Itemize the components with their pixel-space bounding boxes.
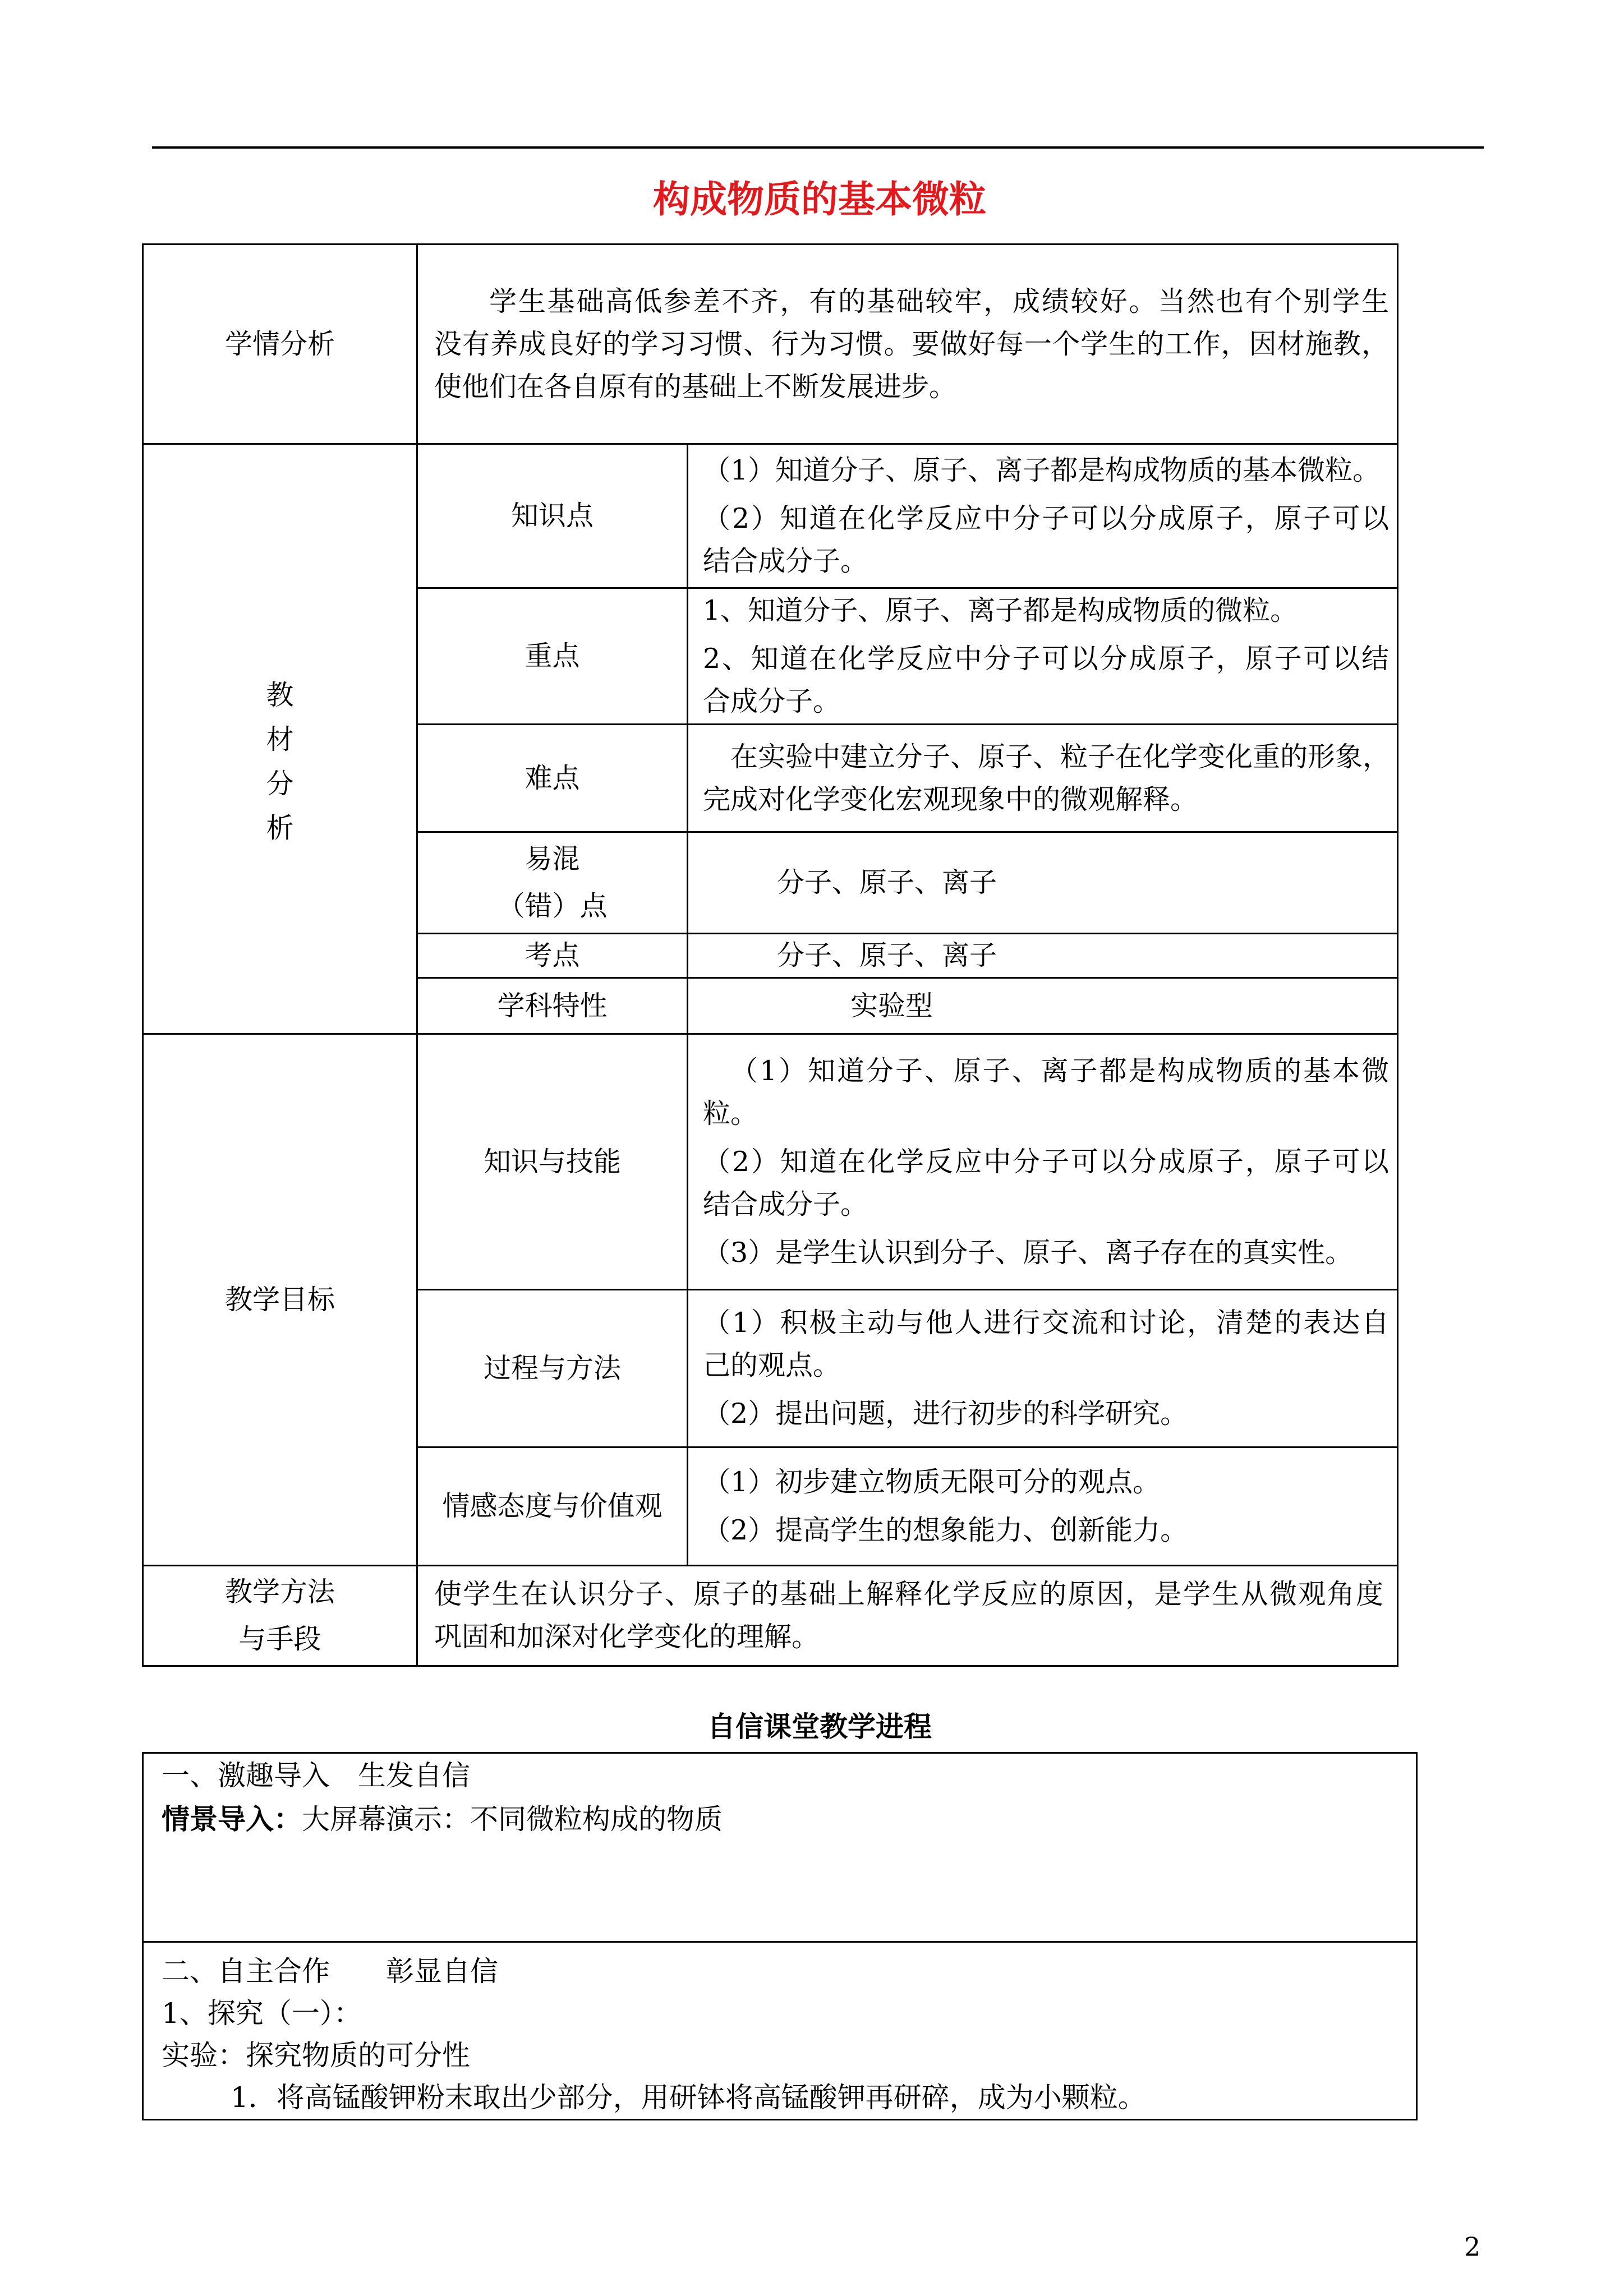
text-line: （2）知道在化学反应中分子可以分成原子，原子可以	[703, 1145, 1390, 1178]
text-line: （3）是学生认识到分子、原子、离子存在的真实性。	[703, 1236, 1353, 1269]
label-line: 与手段	[238, 1623, 321, 1655]
paragraph	[703, 638, 1389, 723]
text-line: 完成对化学变化宏观现象中的微观解释。	[703, 783, 1198, 815]
stage-one-cell	[143, 1753, 1417, 1942]
label-line: 教学方法	[224, 1576, 335, 1608]
subject-feature-cell	[688, 978, 1398, 1034]
stage-two-cell	[143, 1942, 1417, 2120]
text-line: 粒。	[703, 1097, 758, 1129]
teaching-process-table	[142, 1752, 1418, 2120]
student-situation-label: 学情分析	[143, 245, 417, 444]
student-situation-line: 使他们在各自原有的基础上不断发展进步。	[434, 370, 957, 403]
process-section-title: 自信课堂教学进程	[707, 1710, 932, 1743]
confusing-points-label	[417, 832, 688, 934]
text-line: 在实验中建立分子、原子、粒子在化学变化重的形象，	[730, 740, 1391, 773]
knowledge-points-cell	[688, 444, 1398, 588]
paragraph	[703, 449, 1389, 492]
stage-two-row	[143, 1942, 1417, 2120]
process-methods-cell	[688, 1290, 1398, 1447]
attitudes-values-cell	[688, 1447, 1398, 1566]
text-line: （1）初步建立物质无限可分的观点。	[703, 1466, 1161, 1498]
paragraph	[703, 1141, 1389, 1226]
paragraph	[703, 1461, 1389, 1504]
experiment-line: 实验：探究物质的可分性	[162, 2039, 470, 2072]
confusing-points-cell	[688, 832, 1398, 934]
scene-intro-text: 大屏幕演示：不同微粒构成的物质	[302, 1803, 723, 1836]
paragraph	[703, 736, 1389, 821]
text-line: 结合成分子。	[703, 545, 868, 577]
paragraph	[703, 1050, 1389, 1135]
stage-one-heading: 一、激趣导入 生发自信	[162, 1759, 470, 1792]
process-methods-label: 过程与方法	[417, 1290, 688, 1447]
student-situation-line: 没有养成良好的学习习惯、行为习惯。要做好每一个学生的工作，因材施教，	[434, 328, 1390, 360]
experiment-step: 1．将高锰酸钾粉末取出少部分，用研钵将高锰酸钾再研碎，成为小颗粒。	[231, 2081, 1146, 2114]
page-title: 构成物质的基本微粒	[653, 177, 986, 221]
page-number: 2	[1464, 2232, 1481, 2262]
text-line: （1）知道分子、原子、离子都是构成物质的基本微	[730, 1054, 1390, 1087]
knowledge-skills-cell	[688, 1034, 1398, 1290]
key-points-cell	[688, 588, 1398, 725]
text-line: 实验型	[850, 989, 933, 1022]
stage-one-row	[143, 1753, 1417, 1942]
exam-points-cell	[688, 934, 1398, 978]
difficult-points-label: 难点	[417, 725, 688, 832]
material-analysis-label-cell	[143, 444, 417, 1034]
knowledge-points-label: 知识点	[417, 444, 688, 588]
header-rule	[152, 146, 1484, 149]
text-line: （2）提高学生的想象能力、创新能力。	[703, 1514, 1188, 1546]
knowledge-skills-label: 知识与技能	[417, 1034, 688, 1290]
text-line: （1）知道分子、原子、离子都是构成物质的基本微粒。	[703, 454, 1381, 486]
paragraph	[703, 497, 1389, 583]
paragraph	[703, 1509, 1389, 1552]
label-line: （错）点	[497, 890, 608, 922]
teaching-goals-label: 教学目标	[143, 1034, 417, 1566]
paragraph	[703, 1302, 1389, 1387]
paragraph	[703, 589, 1389, 632]
material-analysis-label: 教材分析	[266, 679, 294, 844]
text-line: 1、知道分子、原子、离子都是构成物质的微粒。	[703, 594, 1298, 626]
attitudes-values-label: 情感态度与价值观	[417, 1447, 688, 1566]
text-line: 使学生在认识分子、原子的基础上解释化学反应的原因，是学生从微观角度	[434, 1578, 1384, 1610]
text-line: 己的观点。	[703, 1349, 841, 1381]
text-line: 2、知道在化学反应中分子可以分成原子，原子可以结	[703, 643, 1390, 675]
text-line: （2）知道在化学反应中分子可以分成原子，原子可以	[703, 502, 1390, 534]
text-line: （1）积极主动与他人进行交流和讨论，清楚的表达自	[703, 1307, 1390, 1339]
text-line: 巩固和加深对化学变化的理解。	[434, 1621, 820, 1653]
text-line: （2）提出问题，进行初步的科学研究。	[703, 1398, 1188, 1430]
text-line: 分子、原子、离子	[777, 939, 997, 971]
teaching-methods-row	[143, 1566, 1398, 1666]
key-points-label: 重点	[417, 588, 688, 725]
stage-two-heading: 二、自主合作 彰显自信	[162, 1955, 498, 1988]
teaching-methods-label	[143, 1566, 417, 1666]
scene-intro-line	[162, 1797, 1416, 1841]
student-situation-cell	[417, 245, 1398, 444]
knowledge-skills-row	[143, 1034, 1398, 1290]
teaching-methods-cell	[417, 1566, 1398, 1666]
lesson-analysis-table	[142, 243, 1398, 1667]
knowledge-points-row	[143, 444, 1398, 588]
text-line: 结合成分子。	[703, 1188, 868, 1220]
subject-feature-label: 学科特性	[417, 978, 688, 1034]
text-line: 分子、原子、离子	[777, 866, 997, 898]
difficult-points-cell	[688, 725, 1398, 832]
inquiry-line: 1、探究（一）：	[162, 1997, 362, 2030]
exam-points-label: 考点	[417, 934, 688, 978]
text-line: 合成分子。	[703, 685, 841, 717]
label-line: 易混	[525, 843, 580, 875]
paragraph	[703, 1232, 1389, 1274]
student-situation-row	[143, 245, 1398, 444]
student-situation-line: 学生基础高低参差不齐，有的基础较牢，成绩较好。当然也有个别学生	[489, 285, 1390, 317]
paragraph	[703, 1393, 1389, 1435]
scene-intro-label: 情景导入：	[162, 1802, 302, 1836]
